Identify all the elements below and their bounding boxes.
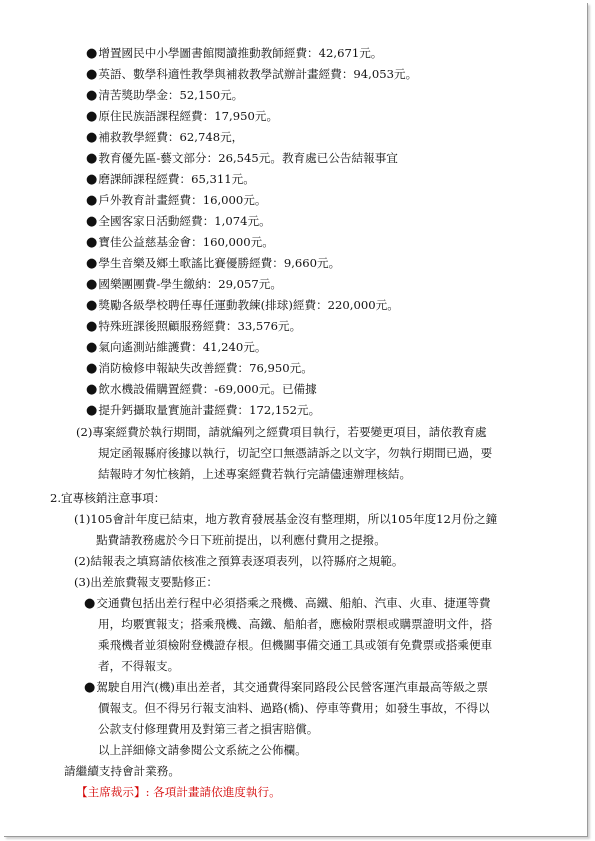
- list-item: ●特殊班課後照顧服務經費：33,576元。: [86, 319, 302, 334]
- list-item: ●提升鈣攝取量實施計畫經費：172,152元。: [86, 403, 321, 418]
- paragraph-line: 用，均覈實報支；搭乘飛機、高鐵、船舶者，應檢附票根或購票證明文件，搭: [98, 617, 493, 631]
- list-item: ●學生音樂及鄉土歌謠比賽優勝經費：9,660元。: [86, 256, 341, 271]
- list-item: ●原住民族語課程經費：17,950元。: [86, 109, 279, 124]
- paragraph-line: 者，不得報支。: [98, 659, 180, 673]
- list-item: ●氣向遙測站維護費：41,240元。: [86, 340, 267, 355]
- bullet-icon: ●: [86, 151, 98, 166]
- list-item: ●磨課師課程經費：65,311元。: [86, 172, 255, 187]
- list-item: ●寶佳公益慈基金會：160,000元。: [86, 235, 274, 250]
- list-item: ●戶外教育計畫經費：16,000元。: [86, 193, 267, 208]
- item-3: (3)出差旅費報支要點修正：: [74, 575, 218, 589]
- item-2: (2)結報表之填寫請依核准之預算表逐項表列，以符縣府之規範。: [74, 554, 404, 568]
- paragraph-line: (2)專案經費於執行期間，請就編列之經費項目執行，若要變更項目，請依教育處: [76, 425, 487, 439]
- bullet-icon: ●: [86, 214, 98, 229]
- list-item: ●全國客家日活動經費：1,074元。: [86, 214, 271, 229]
- paragraph-line: (1)105會計年度已結束，地方教育發展基金沒有整理期，所以105年度12月份之鐘: [74, 512, 498, 526]
- bullet-icon: ●: [86, 256, 98, 271]
- paragraph-line: 結報時才匆忙核銷，上述專案經費若執行完請儘速辦理核結。: [98, 467, 412, 481]
- bullet-icon: ●: [86, 340, 98, 355]
- list-item: ●國樂團團費-學生繳納：29,057元。: [86, 277, 282, 292]
- bullet-icon: ●: [86, 67, 98, 82]
- list-item: ●飲水機設備購置經費：-69,000元。已備據: [86, 382, 317, 397]
- bullet-icon: ●: [84, 680, 96, 695]
- list-item: ●消防檢修申報缺失改善經費：76,950元。: [86, 361, 313, 376]
- bullet-icon: ●: [86, 235, 98, 250]
- paragraph-line: 價報支。但不得另行報支油料、過路(橋)、停車等費用；如發生事故，不得以: [98, 701, 490, 715]
- paragraph-line: 乘飛機者並須檢附登機證存根。但機關事備交通工具或領有免費票或搭乘便車: [98, 638, 493, 652]
- bullet-icon: ●: [86, 109, 98, 124]
- list-item: ●教育優先區-藝文部分：26,545元。教育處已公告結報事宜: [86, 151, 398, 166]
- bullet-icon: ●: [86, 130, 98, 145]
- document-page: [4, 3, 588, 837]
- paragraph-line: 規定函報縣府後據以執行，切記空口無憑請訴之以文字，勿執行期間已過，要: [98, 446, 493, 460]
- list-item: ●獎勵各級學校聘任專任運動教練(排球)經費：220,000元。: [86, 298, 399, 313]
- list-item: ●清苦獎助學金：52,150元。: [86, 88, 244, 103]
- bullet-icon: ●: [86, 193, 98, 208]
- section-heading: 2.宜專核銷注意事項：: [50, 491, 166, 505]
- paragraph-line: ●交通費包括出差行程中必須搭乘之飛機、高鐵、船舶、汽車、火車、捷運等費: [84, 596, 491, 611]
- bullet-icon: ●: [86, 277, 98, 292]
- followup-note: 以上詳細條文請參閱公文系統之公佈欄。: [98, 743, 307, 757]
- list-item: ●英語、數學科適性教學與補救教學試辦計畫經費：94,053元。: [86, 67, 418, 82]
- list-item: ●補救教學經費：62,748元，: [86, 130, 244, 145]
- bullet-icon: ●: [86, 88, 98, 103]
- bullet-icon: ●: [86, 382, 98, 397]
- bullet-icon: ●: [86, 172, 98, 187]
- bullet-icon: ●: [86, 46, 98, 61]
- paragraph-line: 公款支付修理費用及對第三者之損害賠償。: [98, 722, 319, 736]
- bullet-icon: ●: [86, 298, 98, 313]
- bullet-icon: ●: [86, 319, 98, 334]
- closing-line: 請繼續支持會計業務。: [64, 764, 180, 778]
- paragraph-line: 點費請教務處於今日下班前提出，以利應付費用之提撥。: [96, 533, 386, 547]
- bullet-icon: ●: [84, 596, 96, 611]
- paragraph-line: ●駕駛自用汽(機)車出差者，其交通費得案同路段公民營客運汽車最高等級之票: [84, 680, 488, 695]
- list-item: ●增置國民中小學圖書館閱讀推動教師經費：42,671元。: [86, 46, 383, 61]
- bullet-icon: ●: [86, 361, 98, 376]
- bullet-icon: ●: [86, 403, 98, 418]
- chair-instruction: 【主席裁示】: 各項計畫請依進度執行。: [76, 785, 281, 799]
